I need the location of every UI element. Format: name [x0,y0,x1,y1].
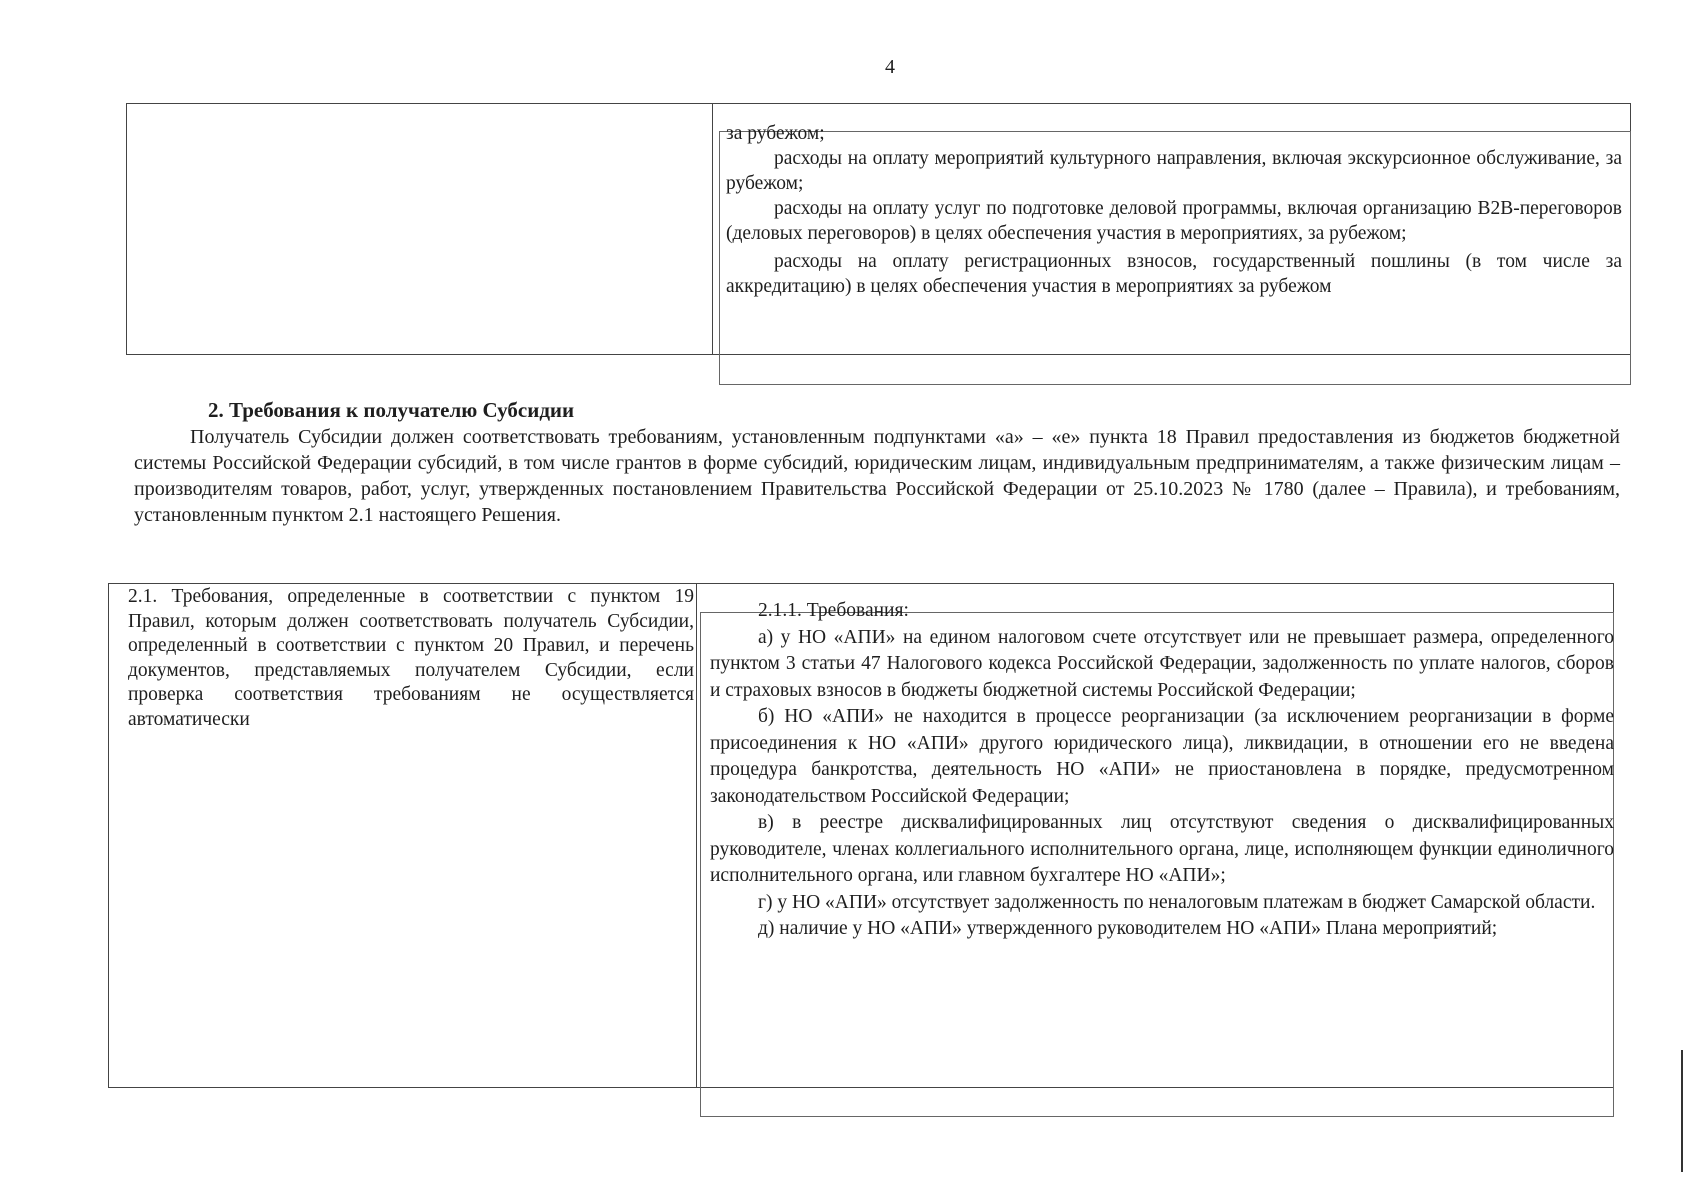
requirements-heading: 2.1.1. Требования: [758,600,909,621]
requirement-item-g: г) у НО «АПИ» отсутствует задолженность по неналоговым платежам в бюджет Самарской области. [758,891,1596,913]
table1-expense-culture: расходы на оплату мероприятий культурного направления, включая экскурсионное обслуживание, за рубежом; [726,148,1622,194]
section-body: Получатель Субсидии должен соответствовать требованиям, установленным подпунктами «а» – «е» пункта 18 Правил предоставления из бюджетов бюджетной системы Российской Федерации субсидий, в том числе грантов в форме субсидий, юридическим лицам, индивидуальным предпринимателям, а также физическим лицам – производителям товаров, работ, услуг, утвержденных постановлением Правительства Российской Федерации от 25.10.2023 № 1780 (далее – Правила), и требованиям, установленным пунктом 2.1 настоящего Решения. [134,426,1620,526]
requirements-left-cell [128,585,694,732]
requirement-item-a: а) у НО «АПИ» на едином налоговом счете отсутствует или не превышает размера, определенного пунктом 3 статьи 47 Налогового кодекса Российской Федерации, задолженность по уплате налогов, сборов и страховых взносов в бюджеты бюджетной системы Российской Федерации; [710,626,1614,701]
table-column-divider [696,584,697,1087]
requirement-item-b: б) НО «АПИ» не находится в процессе реорганизации (за исключением реорганизации в форме присоединения к НО «АПИ» другого юридического лица), ликвидации, в отношении его не введена процедура банкротства, деятельность НО «АПИ» не приостановлена в порядке, предусмотренном законодательством Российской Федерации; [710,706,1614,807]
continuation-right-cell [726,121,1622,299]
table-column-divider [712,104,713,354]
table1-expense-registration-fees: расходы на оплату регистрационных взносов, государственный пошлины (в том числе за аккредитацию) в целях обеспечения участия в мероприятиях за рубежом [726,251,1622,297]
requirement-item-v: в) в реестре дисквалифицированных лиц отсутствуют сведения о дисквалифицированных руководителе, членах коллегиального исполнительного органа, лице, исполняющем функции единоличного исполнительного органа, или главном бухгалтере НО «АПИ»; [710,812,1614,886]
requirement-item-d: д) наличие у НО «АПИ» утвержденного руководителем НО «АПИ» Плана мероприятий; [758,918,1498,939]
page-number: 4 [885,56,895,78]
scan-edge-mark [1681,1050,1683,1172]
table1-line-0: за рубежом; [726,123,825,144]
requirements-right-cell [710,598,1614,943]
table1-expense-business-program: расходы на оплату услуг по подготовке деловой программы, включая организацию B2B-переговоров (деловых переговоров) в целях обеспечения участия в мероприятиях, за рубежом; [726,198,1622,244]
requirements-left-text: 2.1. Требования, определенные в соответствии с пунктом 19 Правил, которым должен соответствовать получатель Субсидии, определенный в соответствии с пунктом 20 Правил, и перечень документов, представляемых получателем Субсидии, если проверка соответствия требованиям не осуществляется автоматически [128,586,694,730]
section-title: 2. Требования к получателю Субсидии [208,398,575,422]
